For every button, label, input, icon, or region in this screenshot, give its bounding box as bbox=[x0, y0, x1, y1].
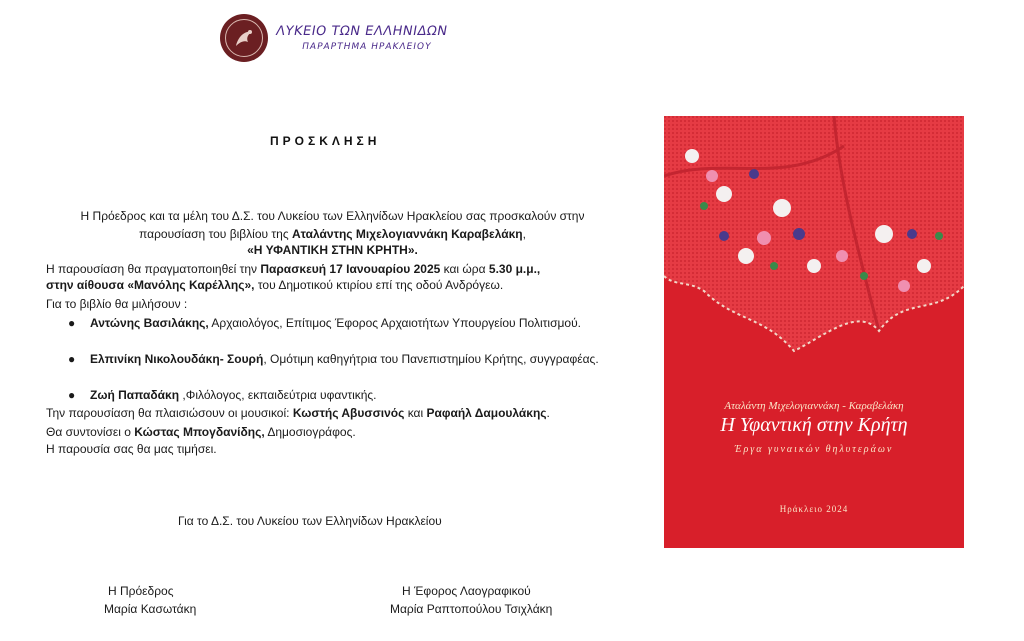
speaker-name: Αντώνης Βασιλάκης, bbox=[90, 316, 209, 330]
embroidered-cloth-icon bbox=[664, 116, 964, 356]
book-title-line bbox=[40, 242, 625, 258]
speaker-name: Ζωή Παπαδάκη bbox=[90, 388, 180, 402]
page-title: ΠΡΟΣΚΛΗΣΗ bbox=[270, 134, 381, 148]
musician-name: Κωστής Αβυσσινός bbox=[292, 406, 405, 420]
signature-left-name: Μαρία Κασωτάκη bbox=[104, 602, 197, 616]
speaker-role: Αρχαιολόγος, Επίτιμος Έφορος Αρχαιοτήτων Υπουργείου Πολιτισμού. bbox=[208, 316, 581, 330]
signature-right-name: Μαρία Ραπτοπούλου Τσιχλάκη bbox=[390, 602, 553, 616]
intro-suffix: , bbox=[522, 227, 526, 241]
moderator-line bbox=[46, 424, 636, 440]
speakers-intro: Για το βιβλίο θα μιλήσουν : bbox=[46, 297, 188, 311]
intro-text: Η Πρόεδρος και τα μέλη του Δ.Σ. του Λυκείου των Ελληνίδων Ηρακλείου σας προσκαλούν στην bbox=[80, 209, 585, 223]
org-emblem-icon bbox=[225, 19, 263, 57]
venue-suffix: του Δημοτικού κτιρίου επί της οδού Ανδρόγεω. bbox=[254, 278, 504, 292]
org-branch: ΠΑΡΑΡΤΗΜΑ ΗΡΑΚΛΕΙΟΥ bbox=[301, 42, 433, 52]
music-suffix: . bbox=[546, 406, 550, 420]
speaker-role: ,Φιλόλογος, εκπαιδεύτρια υφαντικής. bbox=[179, 388, 377, 402]
cover-subtitle: Έργα γυναικών θηλυτεράων bbox=[734, 444, 894, 455]
book-title: «Η ΥΦΑΝΤΙΚΗ ΣΤΗΝ ΚΡΗΤΗ». bbox=[247, 243, 418, 257]
moderator-prefix: Θα συντονίσει ο bbox=[46, 425, 135, 439]
intro-prefix: παρουσίαση του βιβλίου της bbox=[139, 227, 292, 241]
book-cover-image bbox=[664, 116, 964, 548]
org-name: ΛΥΚΕΙΟ ΤΩΝ ΕΛΛΗΝΙΔΩΝ bbox=[274, 24, 449, 39]
bullet-icon: ● bbox=[68, 388, 76, 402]
list-item bbox=[90, 351, 615, 367]
bullet-icon: ● bbox=[68, 352, 76, 366]
date-prefix: Η παρουσίαση θα πραγματοποιηθεί την bbox=[46, 262, 261, 276]
intro-line-2 bbox=[40, 226, 625, 242]
speaker-role: , Ομότιμη καθηγήτρια του Πανεπιστημίου Κρήτης, συγγραφέας. bbox=[263, 352, 599, 366]
bullet-icon: ● bbox=[68, 316, 76, 330]
cover-author: Αταλάντη Μιχελογιαννάκη - Καραβελάκη bbox=[724, 400, 904, 412]
date-line bbox=[46, 261, 636, 277]
org-logo bbox=[220, 14, 268, 62]
signature-left-title: Η Πρόεδρος bbox=[108, 584, 174, 598]
moderator-name: Κώστας Μπογδανίδης, bbox=[134, 425, 265, 439]
board-line: Για το Δ.Σ. του Λυκείου των Ελληνίδων Ηρακλείου bbox=[178, 514, 442, 528]
venue-line bbox=[46, 277, 636, 293]
moderator-suffix: Δημοσιογράφος. bbox=[264, 425, 356, 439]
event-date: Παρασκευή 17 Ιανουαρίου 2025 bbox=[260, 262, 441, 276]
cover-place-year: Ηράκλειο 2024 bbox=[779, 504, 849, 514]
author-name: Αταλάντης Μιχελογιαννάκη Καραβελάκη bbox=[291, 227, 523, 241]
music-prefix: Την παρουσίαση θα πλαισιώσουν οι μουσικοί: bbox=[46, 406, 293, 420]
intro-line-1 bbox=[40, 208, 625, 224]
event-time: 5.30 μ.μ., bbox=[488, 262, 541, 276]
music-and: και bbox=[404, 406, 427, 420]
time-prefix: και ώρα bbox=[440, 262, 489, 276]
event-venue: στην αίθουσα «Μανόλης Καρέλλης», bbox=[46, 278, 255, 292]
cover-title: Η Υφαντική στην Κρήτη bbox=[720, 414, 908, 436]
closing-line: Η παρουσία σας θα μας τιμήσει. bbox=[46, 442, 217, 456]
musician-name: Ραφαήλ Δαμουλάκης bbox=[426, 406, 547, 420]
signature-right-title: Η Έφορος Λαογραφικού bbox=[402, 584, 531, 598]
music-line bbox=[46, 405, 636, 421]
speaker-name: Ελπινίκη Νικολουδάκη- Σουρή bbox=[90, 352, 264, 366]
list-item bbox=[90, 387, 615, 403]
list-item bbox=[90, 315, 615, 331]
